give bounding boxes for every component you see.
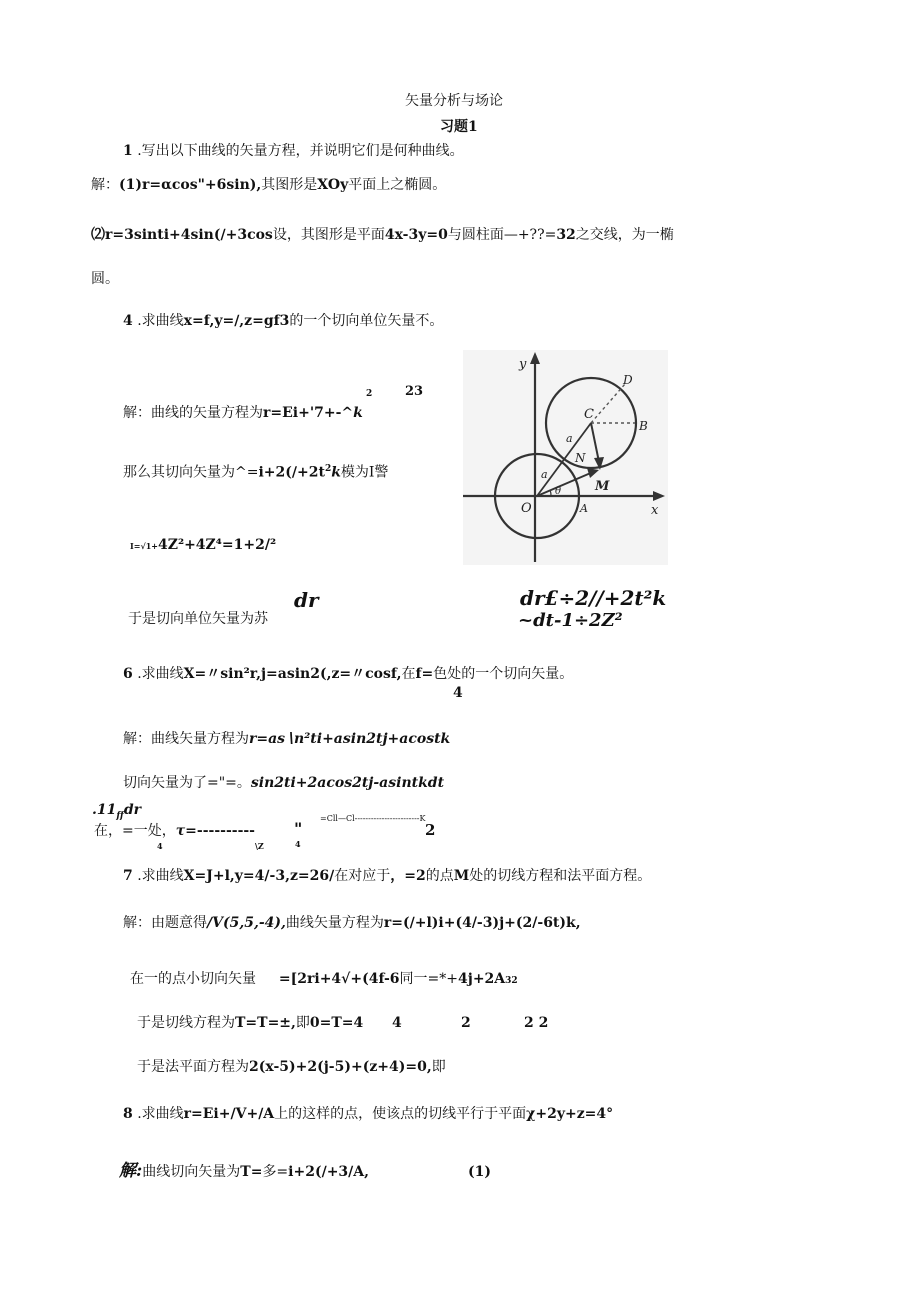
q7-line-mid: 即 — [295, 1015, 310, 1031]
q8-sol-mid: 多= — [262, 1164, 289, 1180]
q6-quote: " — [294, 819, 303, 838]
q7-line-text: 于是切线方程为 — [137, 1015, 235, 1031]
q4-line1-k: k — [353, 405, 363, 421]
question-8-prefix: .求曲线 — [137, 1106, 184, 1122]
question-4-formula: x=f,y=∕,z=gf3 — [183, 313, 290, 329]
q7-line-formula2: 0=T=4 — [309, 1015, 364, 1031]
question-6-suffix: 色处的一个切向矢量。 — [433, 666, 574, 682]
question-4-suffix: 的一个切向单位矢量不。 — [289, 313, 444, 329]
q6-frag1-sub: ff — [116, 810, 124, 821]
q1-solution-2 — [91, 228, 674, 242]
question-7-comma: ， — [390, 868, 405, 884]
q7-sol-text: 解：由题意得 — [123, 915, 207, 931]
q7-plane-text: 于是法平面方程为 — [137, 1059, 249, 1075]
q7-tangent-vector — [130, 972, 518, 986]
q7-solution — [123, 916, 581, 930]
cycloid-figure — [463, 350, 668, 565]
question-1 — [123, 144, 464, 158]
question-4 — [123, 314, 443, 328]
question-4-number: 4 — [123, 313, 133, 329]
label-x: x — [651, 503, 659, 518]
q6-frac-denominator: 4 — [453, 685, 463, 701]
q8-solution — [119, 1163, 369, 1180]
document-title: 矢量分析与场论 — [405, 93, 503, 109]
q1-sol2-text2: 与圆柱面—+??= — [447, 227, 557, 243]
q8-sol-text: 曲线切向矢量为 — [142, 1164, 241, 1180]
label-a-point: A — [580, 502, 588, 515]
question-4-prefix: .求曲线 — [137, 313, 184, 329]
q1-sol2-text3: 之交线，为一椭 — [575, 227, 674, 243]
label-m: M — [595, 479, 610, 494]
q4-line3-formula: 4Z²+4Z⁴=1+2/² — [157, 537, 277, 553]
question-6-formula: X=〃sin²r,j=asin2(,z=〃cosf, — [183, 666, 402, 682]
q1-sol1-text2: 平面上之椭圆。 — [348, 177, 447, 193]
q4-line2-sup: 2 — [324, 464, 332, 474]
question-8-mid: 上的这样的点，使该点的切线平行于平面 — [274, 1106, 527, 1122]
q7-sol-text2: 曲线矢量方程为 — [285, 915, 384, 931]
q4-line3-prefix: I=√1+ — [130, 541, 158, 551]
q4-line2-tail: I警 — [368, 464, 389, 481]
q8-sol-label: 解: — [119, 1161, 143, 1181]
q4-line1-text: 解：曲线的矢量方程为 — [123, 405, 263, 421]
question-7-mid: 在对应于 — [334, 868, 391, 884]
q6-tiny-right: =Cll—Cl------------------------K — [320, 814, 426, 823]
q1-sol2-num: 32 — [556, 227, 576, 243]
q7-tangent-text: 在一的点小切向矢量 — [130, 971, 256, 987]
question-7-formula: X=J+l,y=4∕-3,z=26∕ — [183, 868, 335, 884]
q4-line1-formula: r=Ei+'7+-^ — [263, 405, 354, 421]
q8-sol-formula2: i+2(∕+3∕A, — [288, 1164, 370, 1180]
q7-line-n3: 2 2 — [524, 1015, 549, 1031]
exercise-title — [440, 120, 478, 134]
q6-fragment — [92, 803, 141, 821]
q7-normal-plane — [137, 1060, 446, 1074]
label-d: D — [623, 373, 633, 387]
q1-sol2-formula: ⑵r=3sinti+4sin(∕+3cos — [91, 227, 273, 243]
question-7 — [123, 869, 651, 883]
q7-tangent-line — [137, 1016, 363, 1030]
q6-frag1-dr: dr — [123, 802, 141, 818]
q7-sol-formula1: ∕V(5,5,-4), — [207, 915, 286, 931]
label-theta: θ — [555, 486, 562, 497]
q6-under-a: 4 — [157, 841, 163, 851]
q1-sol1-formula: (1)r=αcos"+6sin), — [119, 177, 262, 193]
q4-superscript-b: 23 — [405, 384, 424, 399]
label-a-lower: a — [541, 468, 548, 481]
question-7-mid2: 的点 — [425, 868, 454, 884]
q6-sol-formula: r=as∖n²ti+asin2tj+acostk — [249, 731, 451, 747]
q8-equation-number: (1) — [468, 1164, 491, 1180]
q6-under-b: \Z — [255, 841, 264, 851]
q1-sol1-text1: 其图形是 — [261, 177, 318, 193]
q6-at-line — [94, 824, 255, 838]
q4-dr-left: dr — [294, 588, 319, 612]
q4-line2-formula: i+2(∕+2t — [258, 464, 325, 481]
question-1-text: .写出以下曲线的矢量方程，并说明它们是何种曲线。 — [137, 143, 464, 159]
question-1-number: 1 — [123, 143, 133, 159]
q7-line-n1: 4 — [392, 1015, 402, 1031]
question-8 — [123, 1107, 613, 1121]
q6-tan-formula: sin2ti+2acos2tj-asintkdt — [250, 775, 445, 791]
q1-solution-1 — [91, 178, 446, 192]
question-7-number: 7 — [123, 868, 133, 884]
q6-frag1: .11 — [92, 802, 117, 818]
question-8-number: 8 — [123, 1106, 133, 1122]
question-6-number: 6 — [123, 666, 133, 682]
q6-two: 2 — [425, 821, 436, 839]
q1-sol1-plane: XOy — [317, 177, 349, 193]
q4-line-3 — [130, 536, 276, 552]
label-a-upper: a — [566, 432, 573, 445]
question-6-prefix: .求曲线 — [137, 666, 184, 682]
q8-sol-formula1: T= — [240, 1164, 263, 1180]
q1-sol2-text1: 设，其图形是平面 — [272, 227, 385, 243]
q6-sol-text: 解：曲线矢量方程为 — [123, 731, 249, 747]
label-c: C — [584, 407, 594, 422]
q6-under-c: 4 — [295, 839, 301, 849]
question-7-suffix: 处的切线方程和法平面方程。 — [469, 868, 652, 884]
q7-tangent-formula: =[2ri+4√+(4f-6 — [278, 971, 400, 987]
q4-line-4: 于是切向单位矢量为苏 — [128, 611, 268, 627]
question-7-m: M — [453, 868, 470, 884]
q6-solution — [123, 732, 450, 746]
label-y: y — [519, 357, 527, 372]
q4-dr-right: dr£÷2//+2t²k — [520, 586, 667, 610]
question-8-formula: r=Ei+∕V+∕A — [183, 1106, 275, 1122]
label-o: O — [521, 501, 532, 516]
question-6-mid: 在 — [401, 666, 416, 682]
q7-line-formula: T=T=±, — [235, 1015, 296, 1031]
q7-plane-end: 即 — [431, 1059, 446, 1075]
q4-line-1 — [123, 406, 363, 420]
q7-tangent-mid: 同一=*+ — [399, 971, 459, 987]
q7-tangent-sub: 32 — [505, 976, 518, 986]
question-7-prefix: .求曲线 — [137, 868, 184, 884]
q7-tangent-formula2: 4j+2A — [458, 971, 506, 987]
label-b: B — [639, 419, 648, 433]
q6-tau: τ= — [175, 823, 197, 839]
q7-plane-formula: 2(x-5)+2(j-5)+(z+4)=0, — [249, 1059, 432, 1075]
q6-dashes: ---------- — [196, 823, 255, 839]
question-6-f: f= — [415, 666, 434, 682]
q7-line-n2: 2 — [461, 1015, 471, 1031]
q4-line2-text2: 模为 — [340, 464, 369, 481]
q1-solution-end: 圆。 — [91, 271, 119, 287]
q1-sol2-plane: 4x-3y=0 — [384, 227, 448, 243]
q4-superscript-a: 2 — [366, 389, 373, 399]
q4-line4-right: ~dt-1÷2Z² — [518, 610, 623, 631]
q4-line2-text: 那么其切向矢量为^= — [123, 464, 259, 481]
question-8-formula2: χ+2y+z=4° — [526, 1106, 614, 1122]
q4-line-2 — [123, 465, 388, 480]
question-7-eq: =2 — [404, 868, 426, 884]
q7-sol-formula2: r=(∕+l)i+(4/-3)j+(2/-6t)k, — [383, 915, 581, 931]
q1-sol1-prefix: 解： — [91, 177, 119, 193]
q6-tan-text: 切向矢量为了="=。 — [123, 775, 251, 791]
label-n: N — [575, 451, 586, 465]
q6-at-text: 在，=一处， — [94, 823, 176, 839]
q4-line2-k: k — [331, 464, 341, 481]
exercise-title-text: 习题1 — [440, 119, 478, 135]
q6-tangent — [123, 776, 444, 790]
question-6 — [123, 667, 573, 681]
